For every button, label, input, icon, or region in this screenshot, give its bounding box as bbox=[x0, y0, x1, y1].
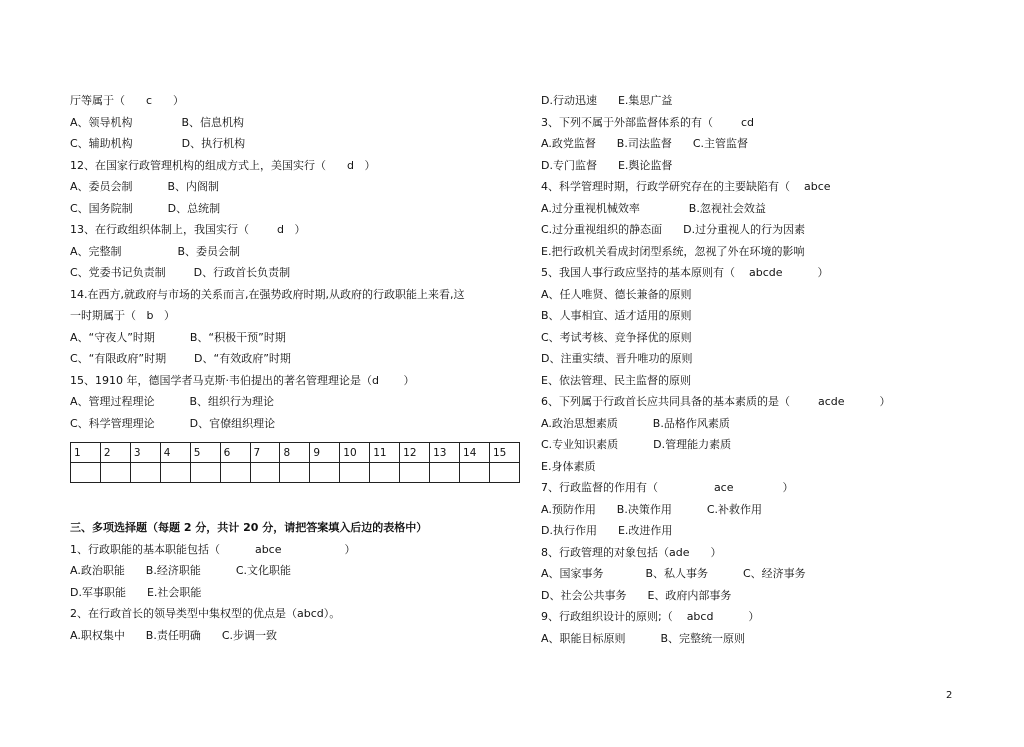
question-line: 13、在行政组织体制上，我国实行（ d ） bbox=[70, 223, 306, 236]
answer-table-header-cell: 5 bbox=[190, 443, 220, 463]
question-line: D.行动迅速 E.集思广益 bbox=[541, 94, 673, 107]
question-line: 12、在国家行政管理机构的组成方式上，美国实行（ d ） bbox=[70, 158, 376, 172]
question-line: A、职能目标原则 B、完整统一原则 bbox=[541, 631, 746, 645]
question-line: A.政治思想素质 B.品格作风素质 bbox=[541, 416, 730, 430]
answer-table-header-cell: 9 bbox=[310, 443, 340, 463]
question-line: 一时期属于（ b ） bbox=[70, 309, 175, 322]
question-line: E.把行政机关看成封闭型系统，忽视了外在环境的影响 bbox=[541, 244, 805, 258]
question-line: C、“有限政府”时期 D、“有效政府”时期 bbox=[70, 352, 291, 365]
answer-table-header-cell: 13 bbox=[430, 443, 460, 463]
answer-table-blank-cell bbox=[220, 463, 250, 483]
answer-table-blank-cell bbox=[400, 463, 430, 483]
answer-table-blank-cell bbox=[190, 463, 220, 483]
question-line: A.过分重视机械效率 B.忽视社会效益 bbox=[541, 201, 766, 215]
answer-table-blank-cell bbox=[489, 463, 519, 483]
question-line: 7、行政监督的作用有（ ace ） bbox=[541, 481, 794, 494]
answer-table-header-cell: 12 bbox=[400, 443, 430, 463]
answer-table-blank-cell bbox=[430, 463, 460, 483]
question-line: D.专门监督 E.舆论监督 bbox=[541, 158, 673, 172]
answer-table-header-cell: 6 bbox=[220, 443, 250, 463]
question-line: A、领导机构 B、信息机构 bbox=[70, 115, 245, 129]
answer-table-blank-cell bbox=[100, 463, 130, 483]
question-line: A、委员会制 B、内阁制 bbox=[70, 180, 220, 193]
left-column bbox=[70, 90, 520, 646]
question-line: D、注重实绩、晋升唯功的原则 bbox=[541, 352, 693, 365]
answer-table-header-cell: 2 bbox=[100, 443, 130, 463]
answer-table-blank-cell bbox=[71, 463, 101, 483]
answer-table-blank-cell bbox=[280, 463, 310, 483]
answer-table-header-cell: 4 bbox=[160, 443, 190, 463]
answer-table-header-cell: 7 bbox=[250, 443, 280, 463]
question-line: 厅等属于（ c ） bbox=[70, 94, 185, 107]
answer-table-blank-cell bbox=[250, 463, 280, 483]
question-line: C.专业知识素质 D.管理能力素质 bbox=[541, 438, 732, 451]
answer-table-header-row bbox=[71, 443, 520, 463]
question-line: A.预防作用 B.决策作用 C.补救作用 bbox=[541, 502, 762, 516]
question-line: C、党委书记负责制 D、行政首长负责制 bbox=[70, 266, 291, 279]
question-line: B、人事相宜、适才适用的原则 bbox=[541, 309, 692, 322]
question-line: A.政党监督 B.司法监督 C.主管监督 bbox=[541, 137, 749, 150]
question-line: C.过分重视组织的静态面 D.过分重视人的行为因素 bbox=[541, 223, 806, 236]
answer-table-header-cell: 11 bbox=[370, 443, 400, 463]
question-line: D、社会公共事务 E、政府内部事务 bbox=[541, 588, 732, 602]
multi-choice-questions bbox=[70, 539, 520, 647]
section-title: 三、多项选择题（每题 2 分，共计 20 分，请把答案填入后边的表格中） bbox=[70, 521, 428, 534]
question-line: 1、行政职能的基本职能包括（ abce ） bbox=[70, 542, 356, 556]
answer-table-blank-cell bbox=[340, 463, 370, 483]
question-line: E、依法管理、民主监督的原则 bbox=[541, 373, 691, 387]
answer-table-header-cell: 1 bbox=[71, 443, 101, 463]
answer-table-blank-cell bbox=[130, 463, 160, 483]
question-line: 3、下列不属于外部监督体系的有（ cd bbox=[541, 115, 755, 129]
answer-table-header-cell: 15 bbox=[489, 443, 519, 463]
question-line: 4、科学管理时期，行政学研究存在的主要缺陷有（ abce bbox=[541, 180, 831, 193]
page-number: 2 bbox=[946, 690, 953, 701]
question-line: A、“守夜人”时期 B、“积极干预”时期 bbox=[70, 330, 286, 344]
question-line: 5、我国人事行政应坚持的基本原则有（ abcde ） bbox=[541, 266, 829, 279]
question-line: D.执行作用 E.改进作用 bbox=[541, 524, 673, 537]
answer-table-header-cell: 10 bbox=[340, 443, 370, 463]
question-line: C、科学管理理论 D、官僚组织理论 bbox=[70, 416, 276, 430]
question-line: A.职权集中 B.责任明确 C.步调一致 bbox=[70, 628, 278, 642]
answer-table-header-cell: 3 bbox=[130, 443, 160, 463]
question-line: 15、1910 年，德国学者马克斯·韦伯提出的著名管理理论是（d ） bbox=[70, 373, 415, 387]
question-line: C、国务院制 D、总统制 bbox=[70, 201, 221, 215]
question-line: C、考试考核、竞争择优的原则 bbox=[541, 330, 692, 344]
single-choice-questions bbox=[70, 90, 520, 434]
answer-table-blank-cell bbox=[310, 463, 340, 483]
answer-table-blank-cell bbox=[460, 463, 490, 483]
question-line: 8、行政管理的对象包括（ade ） bbox=[541, 545, 722, 559]
question-line: C、辅助机构 D、执行机构 bbox=[70, 137, 246, 150]
question-line: 2、在行政首长的领导类型中集权型的优点是（abcd）。 bbox=[70, 607, 341, 620]
right-column bbox=[541, 90, 991, 649]
question-line: 9、行政组织设计的原则;（ abcd ） bbox=[541, 610, 760, 623]
question-line: D.军事职能 E.社会职能 bbox=[70, 585, 202, 599]
answer-table-blank-row bbox=[71, 463, 520, 483]
question-line: 14.在西方,就政府与市场的关系而言,在强势政府时期,从政府的行政职能上来看,这 bbox=[70, 287, 465, 301]
question-line: A、任人唯贤、德长兼备的原则 bbox=[541, 287, 692, 301]
question-line: A.政治职能 B.经济职能 C.文化职能 bbox=[70, 564, 291, 577]
answer-table-blank-cell bbox=[370, 463, 400, 483]
question-line: 6、下列属于行政首长应共同具备的基本素质的是（ acde ） bbox=[541, 395, 891, 408]
question-line: A、国家事务 B、私人事务 C、经济事务 bbox=[541, 567, 806, 580]
question-line: E.身体素质 bbox=[541, 459, 596, 473]
answer-table-header-cell: 14 bbox=[460, 443, 490, 463]
answer-table-header-cell: 8 bbox=[280, 443, 310, 463]
question-line: A、完整制 B、委员会制 bbox=[70, 244, 241, 258]
question-line: A、管理过程理论 B、组织行为理论 bbox=[70, 395, 275, 408]
answer-table bbox=[70, 442, 520, 483]
answer-table-blank-cell bbox=[160, 463, 190, 483]
